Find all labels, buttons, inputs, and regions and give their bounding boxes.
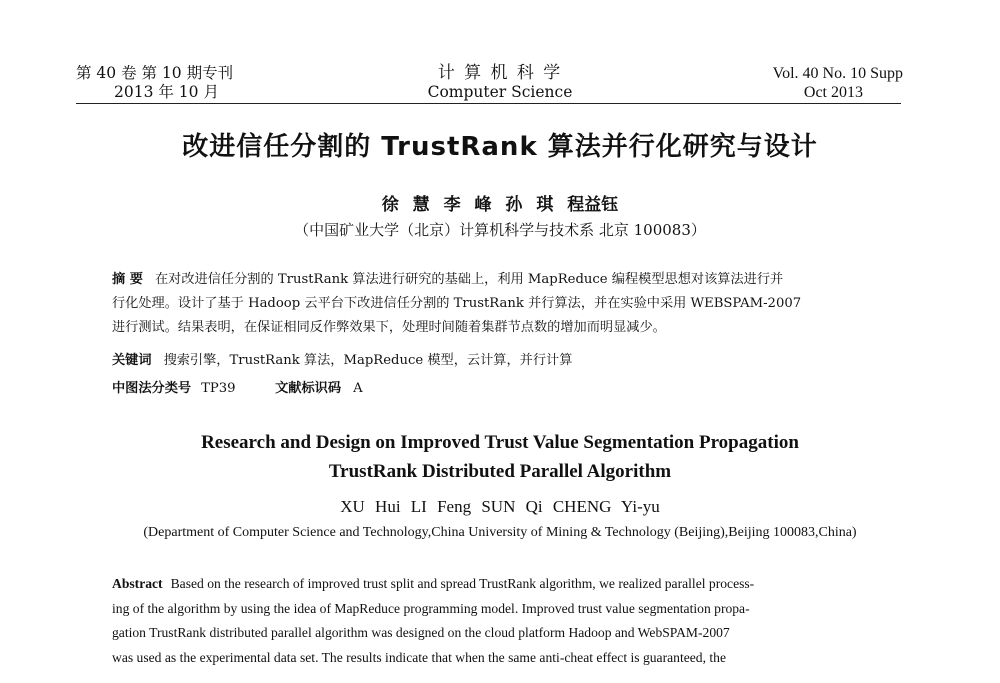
abstract-en-line-4: was used as the experimental data set. The results indicate that when the same anti-cheat effect is guaranteed, the (112, 649, 726, 665)
journal-name-cn: 计 算 机 科 学 (437, 63, 563, 83)
doc-code-value: A (353, 381, 363, 396)
abstract-en-line-1 (112, 572, 872, 597)
keywords-label: 关键词 (112, 353, 152, 368)
issue-date-en: Oct 2013 (803, 84, 863, 101)
journal-name-en: Computer Science (427, 83, 573, 101)
issue-date-cn: 2013 年 10 月 (114, 83, 219, 101)
keywords-cn (112, 349, 572, 368)
abstract-en-label: Abstract (112, 576, 163, 591)
abstract-cn-line-3: 进行测试。结果表明，在保证相同反作弊效果下，处理时间随着集群节点数的增加而明显减少。 (112, 320, 666, 335)
paper-title-cn: 改进信任分割的 TrustRank 算法并行化研究与设计 (182, 132, 818, 162)
clc-value: TP39 (201, 381, 236, 396)
clc-label: 中图法分类号 (112, 381, 192, 396)
classification-line (112, 377, 363, 396)
journal-volume-en (700, 64, 903, 102)
abstract-cn-label: 摘 要 (112, 272, 143, 287)
volume-issue-en: Vol. 40 No. 10 Supp (772, 65, 903, 82)
affiliation-cn: （中国矿业大学（北京）计算机科学与技术系 北京 100083） (294, 221, 706, 239)
abstract-cn-line-2: 行化处理。设计了基于 Hadoop 云平台下改进信任分割的 TrustRank 并行算法，并在实验中采用 WEBSPAM-2007 (112, 296, 802, 311)
abstract-en-line-2: ing of the algorithm by using the idea of MapReduce programming model. Improved trust value segmentation propa- (112, 600, 750, 616)
authors-en: XU Hui LI Feng SUN Qi CHENG Yi-yu (340, 497, 660, 516)
abstract-en-line-3: gation TrustRank distributed parallel algorithm was designed on the cloud platform Hadoop and WebSPAM-2007 (112, 625, 730, 640)
journal-volume-info (76, 64, 233, 102)
abstract-en-text-1: Based on the research of improved trust split and spread TrustRank algorithm, we realized parallel process- (170, 576, 755, 591)
header-rule (76, 103, 901, 104)
paper-title-en-line-1: Research and Design on Improved Trust Value Segmentation Propagation (201, 432, 799, 453)
abstract-cn-text-1: 在对改进信任分割的 TrustRank 算法进行研究的基础上，利用 MapReduce 编程模型思想对该算法进行并 (154, 272, 784, 287)
abstract-cn (112, 268, 872, 340)
abstract-en (112, 572, 872, 670)
abstract-cn-line-1 (112, 268, 872, 292)
authors-cn: 徐 慧 李 峰 孙 琪 程益钰 (381, 195, 619, 215)
volume-issue: 第 40 卷 第 10 期专刊 (76, 64, 234, 82)
keywords-text: 搜索引擎，TrustRank 算法，MapReduce 模型，云计算，并行计算 (163, 353, 573, 368)
paper-title-en-line-2: TrustRank Distributed Parallel Algorithm (328, 461, 672, 482)
affiliation-en: (Department of Computer Science and Technology,China University of Mining & Technology (Beijing),Beijing 100083,China) (143, 525, 857, 540)
journal-name (400, 64, 600, 102)
doc-code-label: 文献标识码 (275, 381, 342, 396)
